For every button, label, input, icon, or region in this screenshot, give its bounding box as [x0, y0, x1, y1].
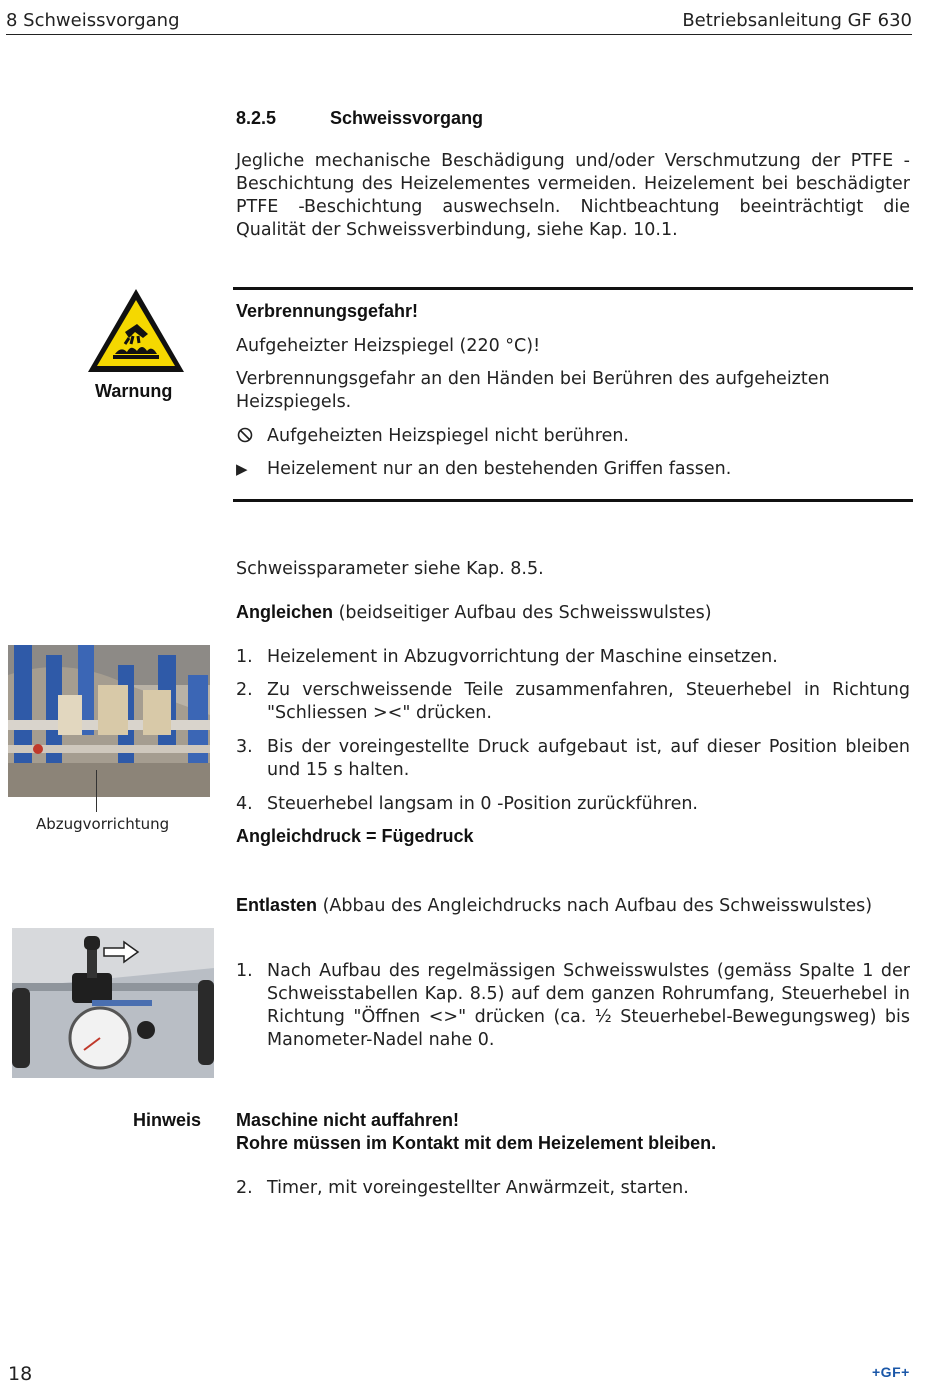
- header-rule: [6, 34, 912, 35]
- page-number: 18: [8, 1363, 33, 1385]
- note-label: Hinweis: [133, 1110, 202, 1130]
- list-item: [236, 960, 910, 1052]
- caption-pointer-line: [96, 770, 97, 812]
- angleichen-heading: [236, 601, 712, 625]
- step-number: 2.: [236, 680, 253, 700]
- control-lever-photo: [12, 928, 214, 1078]
- step-text: Bis der voreingestellte Druck aufgebaut ist, auf dieser Position bleiben und 15 s halten.: [267, 737, 910, 780]
- angleichdruck-result: Angleichdruck = Fügedruck: [236, 826, 474, 846]
- header-doc-title: Betriebsanleitung GF 630: [682, 10, 912, 31]
- header-chapter: 8 Schweissvorgang: [6, 10, 180, 31]
- params-reference: Schweissparameter siehe Kap. 8.5.: [236, 559, 544, 579]
- gf-logo: +GF+: [872, 1364, 910, 1380]
- list-item: [236, 679, 910, 725]
- warning-bottom-rule: [233, 499, 913, 502]
- intro-paragraph: Jegliche mechanische Beschädigung und/oder Verschmutzung der PTFE -Beschichtung des Heizelementes vermeiden. Heizelement bei beschädigter PTFE -Beschichtung auswechseln. Nichtbeachtung beeinträchtigt die Qualität der Schweissverbindung, siehe Kap. 10.1.: [236, 151, 910, 240]
- step-number: 1.: [236, 647, 253, 667]
- list-item: [236, 736, 910, 782]
- step-number: 1.: [236, 961, 253, 981]
- step-text: Timer, mit voreingestellter Anwärmzeit, starten.: [267, 1178, 689, 1198]
- warning-label: Warnung: [95, 381, 173, 401]
- entlasten-heading: [236, 894, 910, 918]
- angleichen-subtitle: (beidseitiger Aufbau des Schweisswulstes): [338, 603, 712, 623]
- action-text: Heizelement nur an den bestehenden Griffen fassen.: [267, 459, 732, 479]
- section-number: 8.2.5: [236, 108, 277, 128]
- list-item: [236, 793, 910, 816]
- section-title: Schweissvorgang: [330, 108, 484, 128]
- list-item: [236, 1177, 910, 1200]
- note-line-1: Maschine nicht auffahren!: [236, 1110, 460, 1130]
- step-number: 2.: [236, 1178, 253, 1198]
- step-text: Nach Aufbau des regelmässigen Schweisswulstes (gemäss Spalte 1 der Schweisstabellen Kap. 8.5) auf dem ganzen Rohrumfang, Steuerhebel in Richtung "Öffnen <>" drücken (ca. ½ Steuerhebel-Bewegungsweg) bis Manometer-Nadel nahe 0.: [267, 961, 910, 1050]
- action-arrow-icon: ▶: [236, 460, 248, 478]
- entlasten-subtitle: (Abbau des Angleichdrucks nach Aufbau des Schweisswulstes): [322, 896, 873, 916]
- step-number: 3.: [236, 737, 253, 757]
- note-line-2: Rohre müssen im Kontakt mit dem Heizelement bleiben.: [236, 1133, 717, 1153]
- warning-top-rule: [233, 287, 913, 290]
- entlasten-title: Entlasten: [236, 895, 318, 915]
- list-item: [236, 646, 910, 669]
- step-text: Zu verschweissende Teile zusammenfahren, Steuerhebel in Richtung "Schliessen ><" drücken.: [267, 680, 910, 723]
- step-text: Heizelement in Abzugvorrichtung der Maschine einsetzen.: [267, 647, 778, 667]
- image-caption-abzugvorrichtung: Abzugvorrichtung: [36, 815, 170, 833]
- step-number: 4.: [236, 794, 253, 814]
- prohibit-text: Aufgeheizten Heizspiegel nicht berühren.: [267, 426, 629, 446]
- hot-surface-warning-icon: [85, 286, 187, 376]
- warning-line-1: Aufgeheizter Heizspiegel (220 °C)!: [236, 336, 541, 356]
- heating-element-machine-photo: [8, 645, 210, 797]
- angleichen-title: Angleichen: [236, 602, 334, 622]
- step-text: Steuerhebel langsam in 0 -Position zurückführen.: [267, 794, 698, 814]
- warning-line-2: Verbrennungsgefahr an den Händen bei Berühren des aufgeheizten Heizspiegels.: [236, 369, 830, 412]
- prohibit-icon: [236, 425, 254, 448]
- warning-title: Verbrennungsgefahr!: [236, 301, 419, 321]
